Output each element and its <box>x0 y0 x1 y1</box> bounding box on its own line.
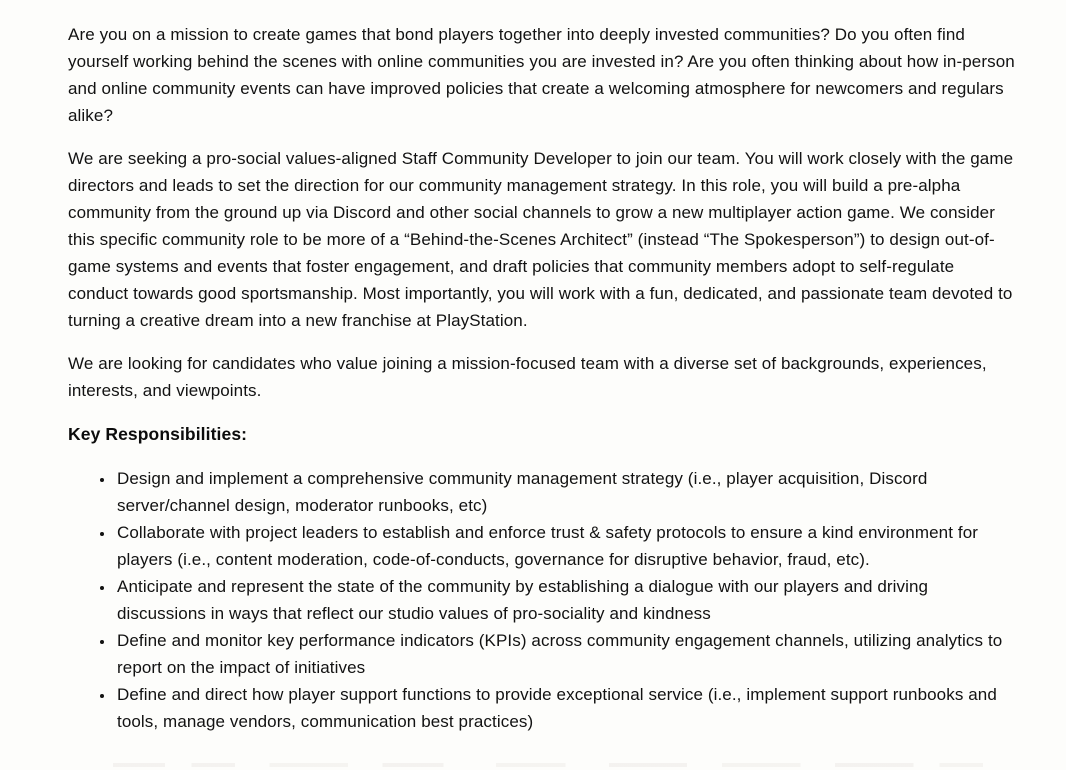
key-responsibilities-heading: Key Responsibilities: <box>68 424 248 444</box>
intro-paragraph-2: We are seeking a pro-social values-aligned Staff Community Developer to join our team. You will work closely with the game directors and leads to set the direction for our community management strategy. In this role, you will build a pre-alpha community from the ground up via Discord and other social channels to grow a new multiplayer action game. We consider this specific community role to be more of a “Behind-the-Scenes Architect” (instead “The Spokesperson”) to design out-of-game systems and events that foster engagement, and draft policies that community members adopt to self-regulate conduct towards good sportsmanship. Most importantly, you will work with a fun, dedicated, and passionate team devoted to turning a creative dream into a new franchise at PlayStation. <box>68 149 1014 330</box>
responsibility-item: • Design and implement a comprehensive community management strategy (i.e., player acquisition, Discord server/channel design, moderator runbooks, etc) <box>115 465 1016 519</box>
cropped-next-line-fragment <box>113 763 983 770</box>
responsibility-item: • Anticipate and represent the state of the community by establishing a dialogue with our players and driving discussions in ways that reflect our studio values of pro-sociality and kindness <box>115 573 1016 627</box>
responsibility-item: • Define and direct how player support functions to provide exceptional service (i.e., implement support runbooks and tools, manage vendors, communication best practices) <box>115 681 1016 735</box>
responsibilities-list <box>68 465 1016 735</box>
responsibility-item: • Define and monitor key performance indicators (KPIs) across community engagement channels, utilizing analytics to report on the impact of initiatives <box>115 627 1016 681</box>
responsibility-item: • Collaborate with project leaders to establish and enforce trust & safety protocols to ensure a kind environment for players (i.e., content moderation, code-of-conducts, governance for disruptive behavior, fraud, etc). <box>115 519 1016 573</box>
intro-paragraph-3: We are looking for candidates who value joining a mission-focused team with a diverse set of backgrounds, experiences, interests, and viewpoints. <box>68 354 987 400</box>
intro-paragraph-1: Are you on a mission to create games that bond players together into deeply invested communities? Do you often find yourself working behind the scenes with online communities you are invested in? Are you often thinking about how in-person and online community events can have improved policies that create a welcoming atmosphere for newcomers and regulars alike? <box>68 25 1015 125</box>
